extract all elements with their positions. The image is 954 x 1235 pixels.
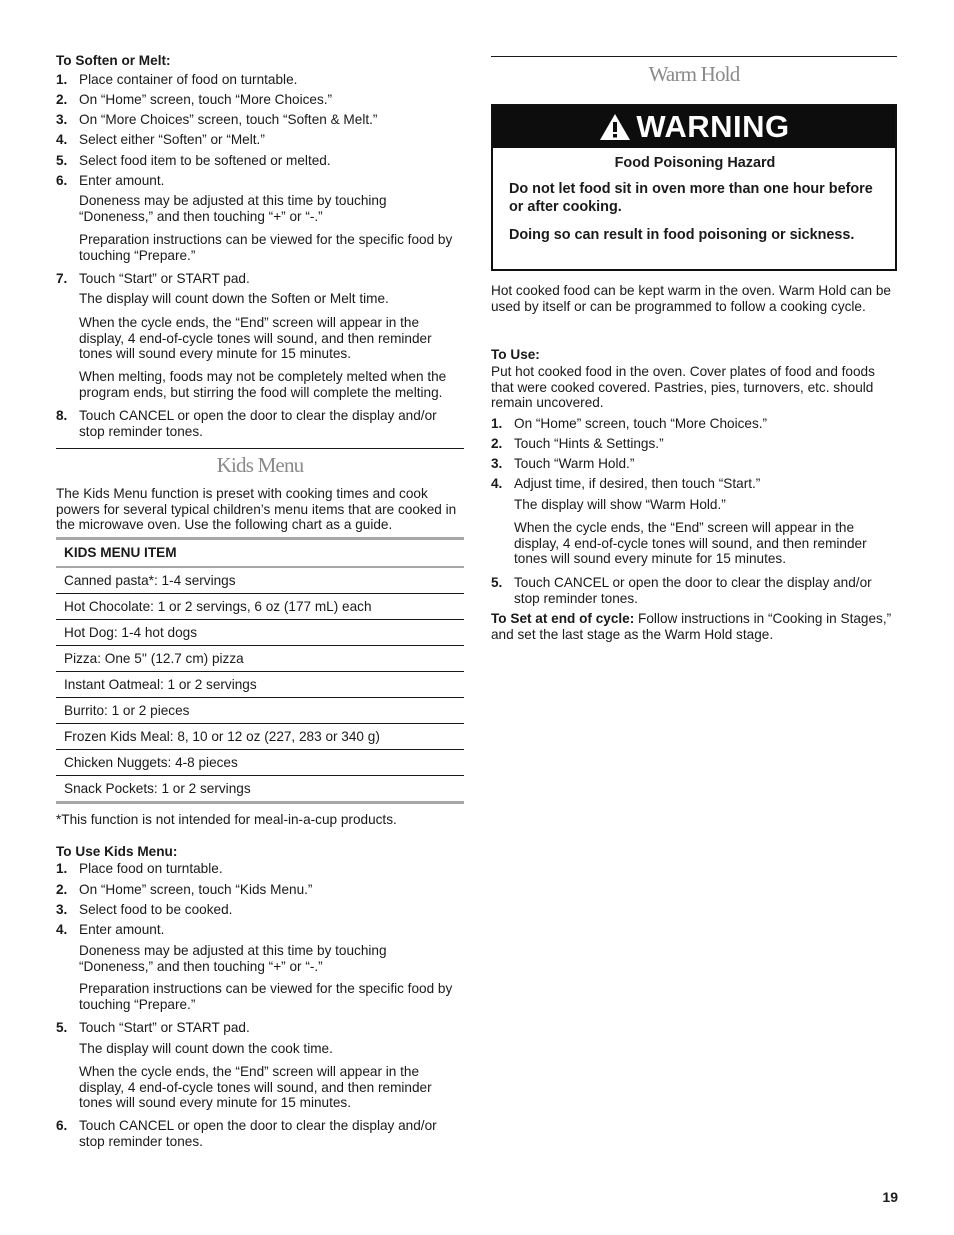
table-row: Hot Dog: 1-4 hot dogs — [56, 620, 464, 646]
table-row: Instant Oatmeal: 1 or 2 servings — [56, 672, 464, 698]
table-row: Hot Chocolate: 1 or 2 servings, 6 oz (177 mL) each — [56, 594, 464, 620]
soften-note-doneness: Doneness may be adjusted at this time by touching “Doneness,” and then touching “+” or “-.” — [79, 193, 387, 224]
kids-menu-table — [56, 537, 464, 804]
page-number: 19 — [882, 1189, 898, 1205]
soften-note-prepare: Preparation instructions can be viewed for the specific food by touching “Prepare.” — [79, 232, 453, 263]
soften-note-melting: When melting, foods may not be completely melted when the program ends, but stirring the food will complete the melting. — [79, 369, 447, 400]
section-divider — [491, 56, 897, 57]
warm-note-display: The display will show “Warm Hold.” — [514, 497, 726, 512]
table-row: Pizza: One 5'' (12.7 cm) pizza — [56, 646, 464, 672]
warm-hold-intro: Hot cooked food can be kept warm in the oven. Warm Hold can be used by itself or can be programmed to follow a cooking cycle. — [491, 283, 891, 314]
warning-box — [491, 104, 897, 271]
warning-line-1: Do not let food sit in oven more than one hour before or after cooking. — [509, 181, 873, 215]
warning-header — [493, 106, 895, 148]
warning-line-2: Doing so can result in food poisoning or sickness. — [509, 227, 855, 243]
kids-menu-footnote: *This function is not intended for meal-in-a-cup products. — [56, 812, 397, 827]
warm-hold-title: Warm Hold — [648, 62, 740, 86]
kids-note-doneness: Doneness may be adjusted at this time by touching “Doneness,” and then touching “+” or “-.” — [79, 943, 387, 974]
table-row: Burrito: 1 or 2 pieces — [56, 698, 464, 724]
table-row: Chicken Nuggets: 4-8 pieces — [56, 750, 464, 776]
warm-hold-use-text: Put hot cooked food in the oven. Cover plates of food and foods that were cooked covered. Pastries, pies, turnovers, etc. should remain uncovered. — [491, 364, 875, 411]
soften-melt-heading: To Soften or Melt: — [56, 53, 171, 68]
kids-use-heading: To Use Kids Menu: — [56, 844, 178, 859]
table-row: Snack Pockets: 1 or 2 servings — [56, 776, 464, 803]
warm-hold-use-heading: To Use: — [491, 347, 540, 362]
warm-end-of-cycle — [491, 611, 897, 642]
table-row: Frozen Kids Meal: 8, 10 or 12 oz (227, 283 or 340 g) — [56, 724, 464, 750]
section-divider — [56, 448, 464, 449]
warning-label: WARNING — [636, 109, 790, 145]
kids-menu-intro: The Kids Menu function is preset with cooking times and cook powers for several typical children’s menu items that are cooked in the microwave oven. Use the following chart as a guide. — [56, 486, 457, 533]
kids-note-countdown: The display will count down the cook time. — [79, 1041, 333, 1056]
kids-note-prepare: Preparation instructions can be viewed for the specific food by touching “Prepare.” — [79, 981, 453, 1012]
table-row: Canned pasta*: 1-4 servings — [56, 567, 464, 594]
soften-note-countdown: The display will count down the Soften or Melt time. — [79, 291, 389, 306]
warm-note-cycle-end: When the cycle ends, the “End” screen will appear in the display, 4 end-of-cycle tones will sound, and then reminder tones will sound every minute for 15 minutes. — [514, 520, 867, 567]
warning-hazard: Food Poisoning Hazard — [614, 155, 776, 171]
table-header: KIDS MENU ITEM — [56, 539, 464, 568]
soften-note-cycle-end: When the cycle ends, the “End” screen will appear in the display, 4 end-of-cycle tones will sound, and then reminder tones will sound every minute for 15 minutes. — [79, 315, 432, 362]
kids-menu-title: Kids Menu — [216, 453, 304, 477]
warning-triangle-icon — [598, 112, 632, 142]
kids-note-cycle-end: When the cycle ends, the “End” screen will appear in the display, 4 end-of-cycle tones will sound, and then reminder tones will sound every minute for 15 minutes. — [79, 1064, 432, 1111]
warm-end-label: To Set at end of cycle: — [491, 611, 635, 626]
warm-end-text: Follow instructions in “Cooking in Stages,” and set the last stage as the Warm Hold stage. — [491, 611, 892, 642]
